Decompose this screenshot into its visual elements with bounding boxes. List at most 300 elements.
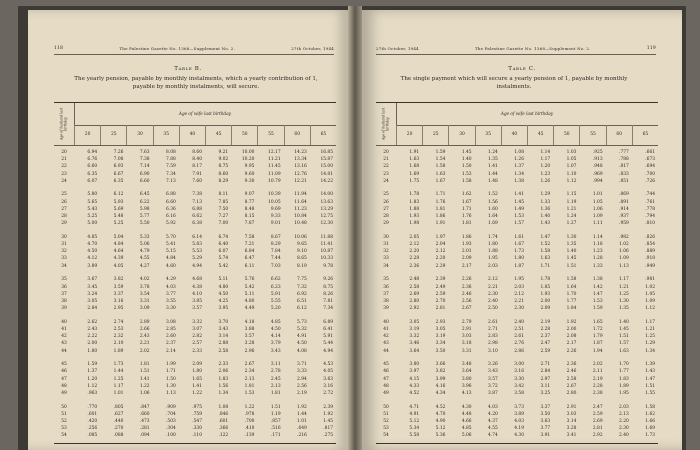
value-cell: 1.17 (540, 157, 551, 163)
value-cell: 1.53 (461, 171, 472, 177)
value-cell: 5.12 (409, 419, 420, 424)
value-cell: .833 (619, 171, 629, 177)
value-cell: 9.26 (323, 277, 334, 283)
value-cell: 11.94 (294, 192, 307, 198)
husband-age-cell: 53 (61, 426, 67, 432)
table-row (54, 213, 336, 220)
value-cell: 1.21 (645, 326, 656, 332)
table-description: The yearly pension, payable by monthly instalments, which a yearly contribution of 1, payable by monthly instalments, will secure. (74, 76, 318, 90)
value-cell: 1.05 (566, 157, 577, 163)
value-cell: 9.21 (218, 150, 229, 155)
value-cell: 2.79 (461, 319, 472, 325)
row-group (376, 234, 658, 270)
value-cell: 3.05 (435, 326, 446, 332)
value-cell: .761 (645, 199, 656, 205)
value-cell: 2.09 (461, 256, 472, 262)
value-cell: 1.59 (592, 306, 603, 312)
value-cell: 2.12 (435, 249, 446, 255)
value-cell: 4.91 (409, 411, 420, 417)
value-cell: 1.94 (592, 348, 603, 354)
value-cell: 1.78 (540, 277, 551, 283)
column-header: 45 (527, 125, 553, 145)
value-cell: 2.49 (435, 284, 446, 290)
page-number: 119 (646, 46, 656, 51)
husband-age-cell: 24 (383, 178, 389, 184)
value-cell: 3.03 (461, 334, 472, 340)
table-row (54, 178, 336, 185)
table-row (54, 156, 336, 163)
value-cell: 3.91 (540, 433, 551, 439)
value-cell: 5.25 (113, 221, 124, 227)
table-title: Table B. (174, 66, 202, 72)
value-cell: 4.50 (218, 291, 229, 297)
value-cell: 1.53 (592, 298, 603, 304)
value-cell: 8.17 (192, 164, 203, 170)
value-cell: .770 (87, 404, 98, 410)
value-cell: 10.06 (294, 234, 307, 240)
table-row (54, 390, 336, 397)
value-cell: 6.88 (192, 206, 203, 212)
value-cell: 1.70 (566, 291, 577, 297)
husband-age-cell: 50 (61, 404, 67, 410)
value-cell: 3.55 (166, 298, 176, 304)
value-cell: 9.10 (297, 249, 307, 255)
value-cell: 1.02 (619, 242, 629, 248)
value-cell: 1.93 (409, 214, 420, 219)
table-row (54, 361, 336, 368)
value-cell: .914 (619, 206, 629, 212)
value-cell: 1.35 (488, 157, 498, 163)
value-cell: 7.59 (166, 164, 176, 170)
value-cell: 2.28 (540, 326, 551, 332)
value-cell: .982 (619, 234, 629, 240)
husband-age-cell: 39 (61, 306, 67, 312)
value-cell: 4.84 (113, 242, 124, 248)
value-cell: 1.71 (461, 206, 472, 212)
value-cell: 1.26 (540, 178, 551, 184)
value-cell: 6.60 (139, 178, 150, 184)
page-number: 118 (54, 46, 64, 51)
value-cell: 2.03 (514, 284, 525, 290)
value-cell: 2.67 (244, 362, 255, 368)
value-cell: 1.67 (461, 199, 472, 205)
value-cell: .275 (323, 433, 334, 439)
value-cell: 5.77 (139, 214, 150, 219)
value-cell: 2.09 (192, 362, 203, 368)
value-cell: 1.44 (113, 369, 124, 375)
value-cell: 6.38 (192, 221, 203, 227)
husband-age-cell: 23 (61, 171, 67, 177)
value-cell: 3.67 (87, 277, 98, 283)
value-cell: .918 (645, 256, 656, 262)
value-cell: 1.45 (461, 150, 472, 155)
value-cell: 2.00 (540, 298, 551, 304)
value-cell: 2.58 (566, 376, 577, 382)
value-cell: 2.20 (409, 249, 420, 255)
value-cell: 1.22 (192, 390, 203, 396)
table-row (376, 178, 658, 185)
column-header: 50 (231, 125, 257, 145)
value-cell: 2.30 (619, 426, 629, 432)
value-cell: 6.11 (244, 263, 255, 269)
value-cell: .975 (192, 404, 203, 410)
value-cell: 1.45 (323, 419, 334, 424)
value-cell: .744 (645, 192, 656, 198)
value-cell: 5.06 (461, 433, 472, 439)
value-cell: 1.19 (270, 411, 281, 417)
value-cell: 3.80 (409, 362, 420, 368)
value-cell: 5.80 (87, 192, 98, 198)
value-cell: 1.01 (592, 192, 603, 198)
value-cell: 10.00 (241, 150, 255, 155)
value-cell: 1.58 (566, 277, 577, 283)
value-cell: .726 (645, 178, 656, 184)
husband-age-cell: 49 (383, 390, 389, 396)
value-cell: 1.57 (619, 341, 629, 347)
value-cell: 1.89 (619, 383, 629, 389)
value-cell: 3.96 (461, 383, 472, 389)
value-cell: 2.61 (514, 334, 525, 340)
column-header: 20 (396, 125, 422, 145)
value-cell: 1.41 (192, 383, 203, 389)
row-group (376, 319, 658, 355)
value-cell: 3.24 (87, 291, 98, 297)
value-cell: 4.66 (461, 419, 472, 424)
value-cell: 2.45 (270, 376, 281, 382)
husband-age-cell: 41 (61, 326, 67, 332)
value-cell: 8.08 (166, 150, 176, 155)
value-cell: 6.40 (218, 242, 229, 248)
value-cell: 7.63 (139, 150, 150, 155)
value-cell: 1.71 (540, 263, 551, 269)
value-cell: .788 (619, 157, 629, 163)
issue-date: 27th October, 1944 (376, 46, 419, 51)
value-cell: 2.21 (488, 284, 498, 290)
value-cell: 3.77 (166, 291, 176, 297)
value-cell: 1.62 (461, 192, 472, 198)
husband-age-cell: 51 (61, 411, 67, 417)
value-cell: 1.64 (566, 284, 577, 290)
value-cell: 2.70 (435, 298, 446, 304)
value-cell: 2.38 (592, 390, 603, 396)
value-cell: 2.03 (488, 263, 498, 269)
value-cell: 1.53 (514, 214, 525, 219)
value-cell: 3.89 (87, 263, 98, 269)
value-cell: 2.36 (461, 284, 472, 290)
value-cell: 3.30 (514, 376, 525, 382)
value-cell: 2.98 (488, 341, 498, 347)
value-cell: .909 (166, 404, 176, 410)
value-cell: 5.42 (218, 263, 229, 269)
value-cell: 5.12 (435, 426, 446, 432)
husband-age-cell: 53 (383, 426, 389, 432)
table-row (54, 263, 336, 270)
value-cell: 1.81 (435, 206, 446, 212)
value-cell: 4.25 (218, 298, 229, 304)
table-row (376, 340, 658, 347)
husband-age-cell: 20 (383, 150, 389, 155)
value-cell: 1.60 (488, 206, 498, 212)
value-cell: 3.28 (244, 341, 255, 347)
value-cell: 14.22 (320, 178, 334, 184)
value-cell: .410 (244, 426, 255, 432)
value-cell: 5.91 (323, 334, 334, 340)
value-cell: 2.36 (409, 263, 420, 269)
value-cell: 5.29 (192, 256, 203, 262)
value-cell: 1.47 (540, 234, 551, 240)
value-cell: 1.51 (139, 369, 150, 375)
table-row (54, 348, 336, 355)
value-cell: 1.08 (514, 150, 525, 155)
husband-age-cell: 48 (61, 383, 67, 389)
value-cell: 7.21 (244, 242, 255, 248)
value-cell: 8.65 (297, 256, 307, 262)
husband-age-cell: 25 (61, 192, 67, 198)
value-cell: 5.53 (192, 249, 203, 255)
value-cell: 2.03 (619, 404, 629, 410)
value-cell: 2.48 (409, 277, 420, 283)
husband-age-cell: 25 (383, 192, 389, 198)
value-cell: 3.73 (514, 404, 525, 410)
value-cell: 1.36 (540, 206, 551, 212)
row-group (54, 319, 336, 355)
value-cell: 2.71 (488, 326, 498, 332)
page-header (376, 46, 656, 51)
husband-age-cell: 34 (61, 263, 67, 269)
value-cell: 1.33 (592, 263, 603, 269)
value-cell: 4.30 (461, 404, 472, 410)
value-cell: 1.15 (566, 192, 577, 198)
value-cell: 12.21 (294, 178, 307, 184)
husband-age-cell: 51 (383, 411, 389, 417)
value-cell: 1.40 (619, 319, 629, 325)
husband-age-cell: 29 (383, 221, 389, 227)
value-cell: 1.34 (514, 171, 525, 177)
value-cell: 2.06 (218, 369, 229, 375)
husband-age-cell: 47 (61, 376, 67, 382)
value-cell: 2.59 (592, 411, 603, 417)
value-cell: 1.58 (461, 178, 472, 184)
value-cell: 2.88 (218, 341, 229, 347)
value-cell: 1.05 (645, 291, 656, 297)
value-cell: 8.40 (192, 157, 203, 163)
table-row (376, 425, 658, 432)
value-cell: .601 (218, 419, 229, 424)
husband-age-cell: 40 (383, 319, 389, 325)
value-cell: 6.35 (87, 171, 98, 177)
value-cell: 7.44 (270, 256, 281, 262)
value-cell: 1.25 (645, 334, 656, 340)
header-rule (376, 54, 656, 55)
value-cell: 7.60 (192, 178, 203, 184)
value-cell: 2.14 (166, 348, 176, 354)
value-cell: 2.46 (461, 291, 472, 297)
value-cell: 1.23 (540, 171, 551, 177)
value-cell: 1.56 (218, 383, 229, 389)
value-cell: 2.28 (409, 256, 420, 262)
value-cell: 1.40 (540, 214, 551, 219)
value-cell: 7.34 (323, 306, 334, 312)
table-row (54, 319, 336, 326)
value-cell: 1.45 (514, 199, 525, 205)
value-cell: 4.68 (192, 277, 203, 283)
husband-age-cell: 32 (61, 249, 67, 255)
table-title: Table C. (508, 66, 536, 72)
value-cell: 1.73 (645, 433, 656, 439)
value-cell: 6.93 (113, 164, 124, 170)
value-cell: .139 (244, 433, 255, 439)
value-cell: 6.60 (166, 199, 176, 205)
value-cell: 2.32 (113, 334, 124, 340)
value-cell: .913 (592, 157, 603, 163)
value-cell: 6.88 (166, 192, 176, 198)
row-group (376, 149, 658, 185)
value-cell: 1.06 (139, 390, 150, 396)
value-cell: 7.85 (218, 199, 229, 205)
value-cell: 4.02 (139, 277, 150, 283)
value-cell: 1.81 (270, 390, 281, 396)
value-cell: 9.07 (244, 192, 255, 198)
value-cell: 12.75 (320, 214, 334, 219)
value-cell: 3.66 (435, 362, 446, 368)
value-cell: 3.05 (87, 298, 98, 304)
value-cell: 2.78 (270, 369, 281, 375)
value-cell: 4.27 (139, 263, 150, 269)
value-cell: 4.16 (435, 383, 446, 389)
open-book (18, 6, 686, 450)
value-cell: 1.39 (645, 362, 656, 368)
value-cell: 1.65 (592, 319, 603, 325)
value-cell: 1.95 (619, 390, 629, 396)
value-cell: 5.20 (270, 306, 281, 312)
value-cell: 1.80 (192, 369, 203, 375)
value-cell: .171 (270, 433, 281, 439)
table-row (376, 163, 658, 170)
value-cell: 5.65 (87, 199, 98, 205)
value-cell: 2.09 (540, 306, 551, 312)
value-cell: 2.12 (514, 291, 525, 297)
value-cell: 1.71 (166, 369, 176, 375)
table-row (54, 234, 336, 241)
value-cell: .085 (87, 433, 98, 439)
value-cell: 5.91 (270, 291, 281, 297)
value-cell: 9.95 (244, 164, 255, 170)
value-cell: 1.79 (592, 334, 603, 340)
value-cell: 2.39 (435, 277, 446, 283)
value-cell: 1.45 (566, 256, 577, 262)
husband-age-cell: 37 (61, 291, 67, 297)
value-cell: 1.29 (540, 192, 551, 198)
value-cell: 1.56 (488, 199, 498, 205)
value-cell: 10.39 (268, 192, 281, 198)
value-cell: 6.12 (297, 306, 307, 312)
value-cell: 3.70 (218, 319, 229, 325)
value-cell: 1.66 (645, 419, 656, 424)
value-cell: .281 (139, 426, 150, 432)
value-cell: 1.18 (592, 242, 603, 248)
value-cell: 2.86 (514, 348, 525, 354)
value-cell: .810 (645, 221, 656, 227)
value-cell: 12.30 (320, 221, 334, 227)
value-cell: .857 (270, 419, 281, 424)
pension-table (54, 102, 336, 444)
value-cell: 3.64 (461, 369, 472, 375)
value-cell: 2.83 (488, 334, 498, 340)
value-cell: 1.02 (645, 284, 656, 290)
value-cell: 2.53 (113, 326, 124, 332)
value-cell: 1.12 (645, 306, 656, 312)
value-cell: 2.97 (540, 376, 551, 382)
value-cell: 3.16 (323, 383, 334, 389)
value-cell: 1.52 (488, 192, 498, 198)
value-cell: .847 (139, 404, 150, 410)
husband-age-cell: 39 (383, 306, 389, 312)
value-cell: 1.17 (113, 383, 124, 389)
value-cell: 5.44 (323, 341, 334, 347)
value-cell: 4.55 (488, 426, 498, 432)
husband-age-cell: 27 (383, 206, 389, 212)
value-cell: 1.87 (592, 341, 603, 347)
value-cell: 3.16 (514, 369, 525, 375)
value-cell: 7.87 (244, 221, 255, 227)
value-cell: 5.06 (139, 242, 150, 248)
row-group (54, 149, 336, 185)
value-cell: 3.50 (540, 411, 551, 417)
value-cell: 1.58 (540, 249, 551, 255)
value-cell: 4.18 (244, 319, 255, 325)
value-cell: 2.69 (592, 419, 603, 424)
value-cell: 14.81 (320, 171, 334, 177)
value-cell: 1.88 (409, 206, 420, 212)
value-cell: 5.04 (113, 234, 124, 240)
value-cell: 4.52 (435, 404, 446, 410)
value-cell: 1.69 (488, 221, 498, 227)
husband-age-cell: 46 (61, 369, 67, 375)
value-cell: .869 (619, 192, 629, 198)
value-cell: 1.25 (619, 291, 629, 297)
payment-table (376, 102, 658, 444)
value-cell: 4.90 (435, 419, 446, 424)
value-cell: 1.67 (435, 178, 446, 184)
husband-age-cell: 36 (383, 284, 389, 290)
table-row (376, 276, 658, 283)
value-cell: 2.91 (461, 326, 472, 332)
table-row (376, 333, 658, 340)
table-row (376, 255, 658, 262)
value-cell: 3.28 (566, 426, 577, 432)
value-cell: 1.93 (540, 291, 551, 297)
table-row (54, 291, 336, 298)
value-cell: 11.64 (294, 199, 307, 205)
value-cell: 1.73 (113, 362, 124, 368)
value-cell: 1.41 (488, 164, 498, 170)
value-cell: 5.73 (297, 319, 307, 325)
value-cell: 1.22 (244, 404, 255, 410)
husband-age-cell: 52 (383, 419, 389, 424)
column-header: 35 (153, 125, 179, 145)
value-cell: 4.10 (192, 291, 203, 297)
value-cell: 4.37 (488, 419, 498, 424)
wife-age-header: Age of wife last birthday (74, 103, 336, 126)
table-row (376, 241, 658, 248)
value-cell: 1.58 (435, 164, 446, 170)
value-cell: 2.84 (540, 369, 551, 375)
value-cell: 1.37 (514, 164, 525, 170)
value-cell: 1.34 (218, 390, 229, 396)
husband-age-cell: 20 (61, 150, 67, 155)
value-cell: 6.94 (87, 150, 98, 155)
row-group (54, 404, 336, 440)
